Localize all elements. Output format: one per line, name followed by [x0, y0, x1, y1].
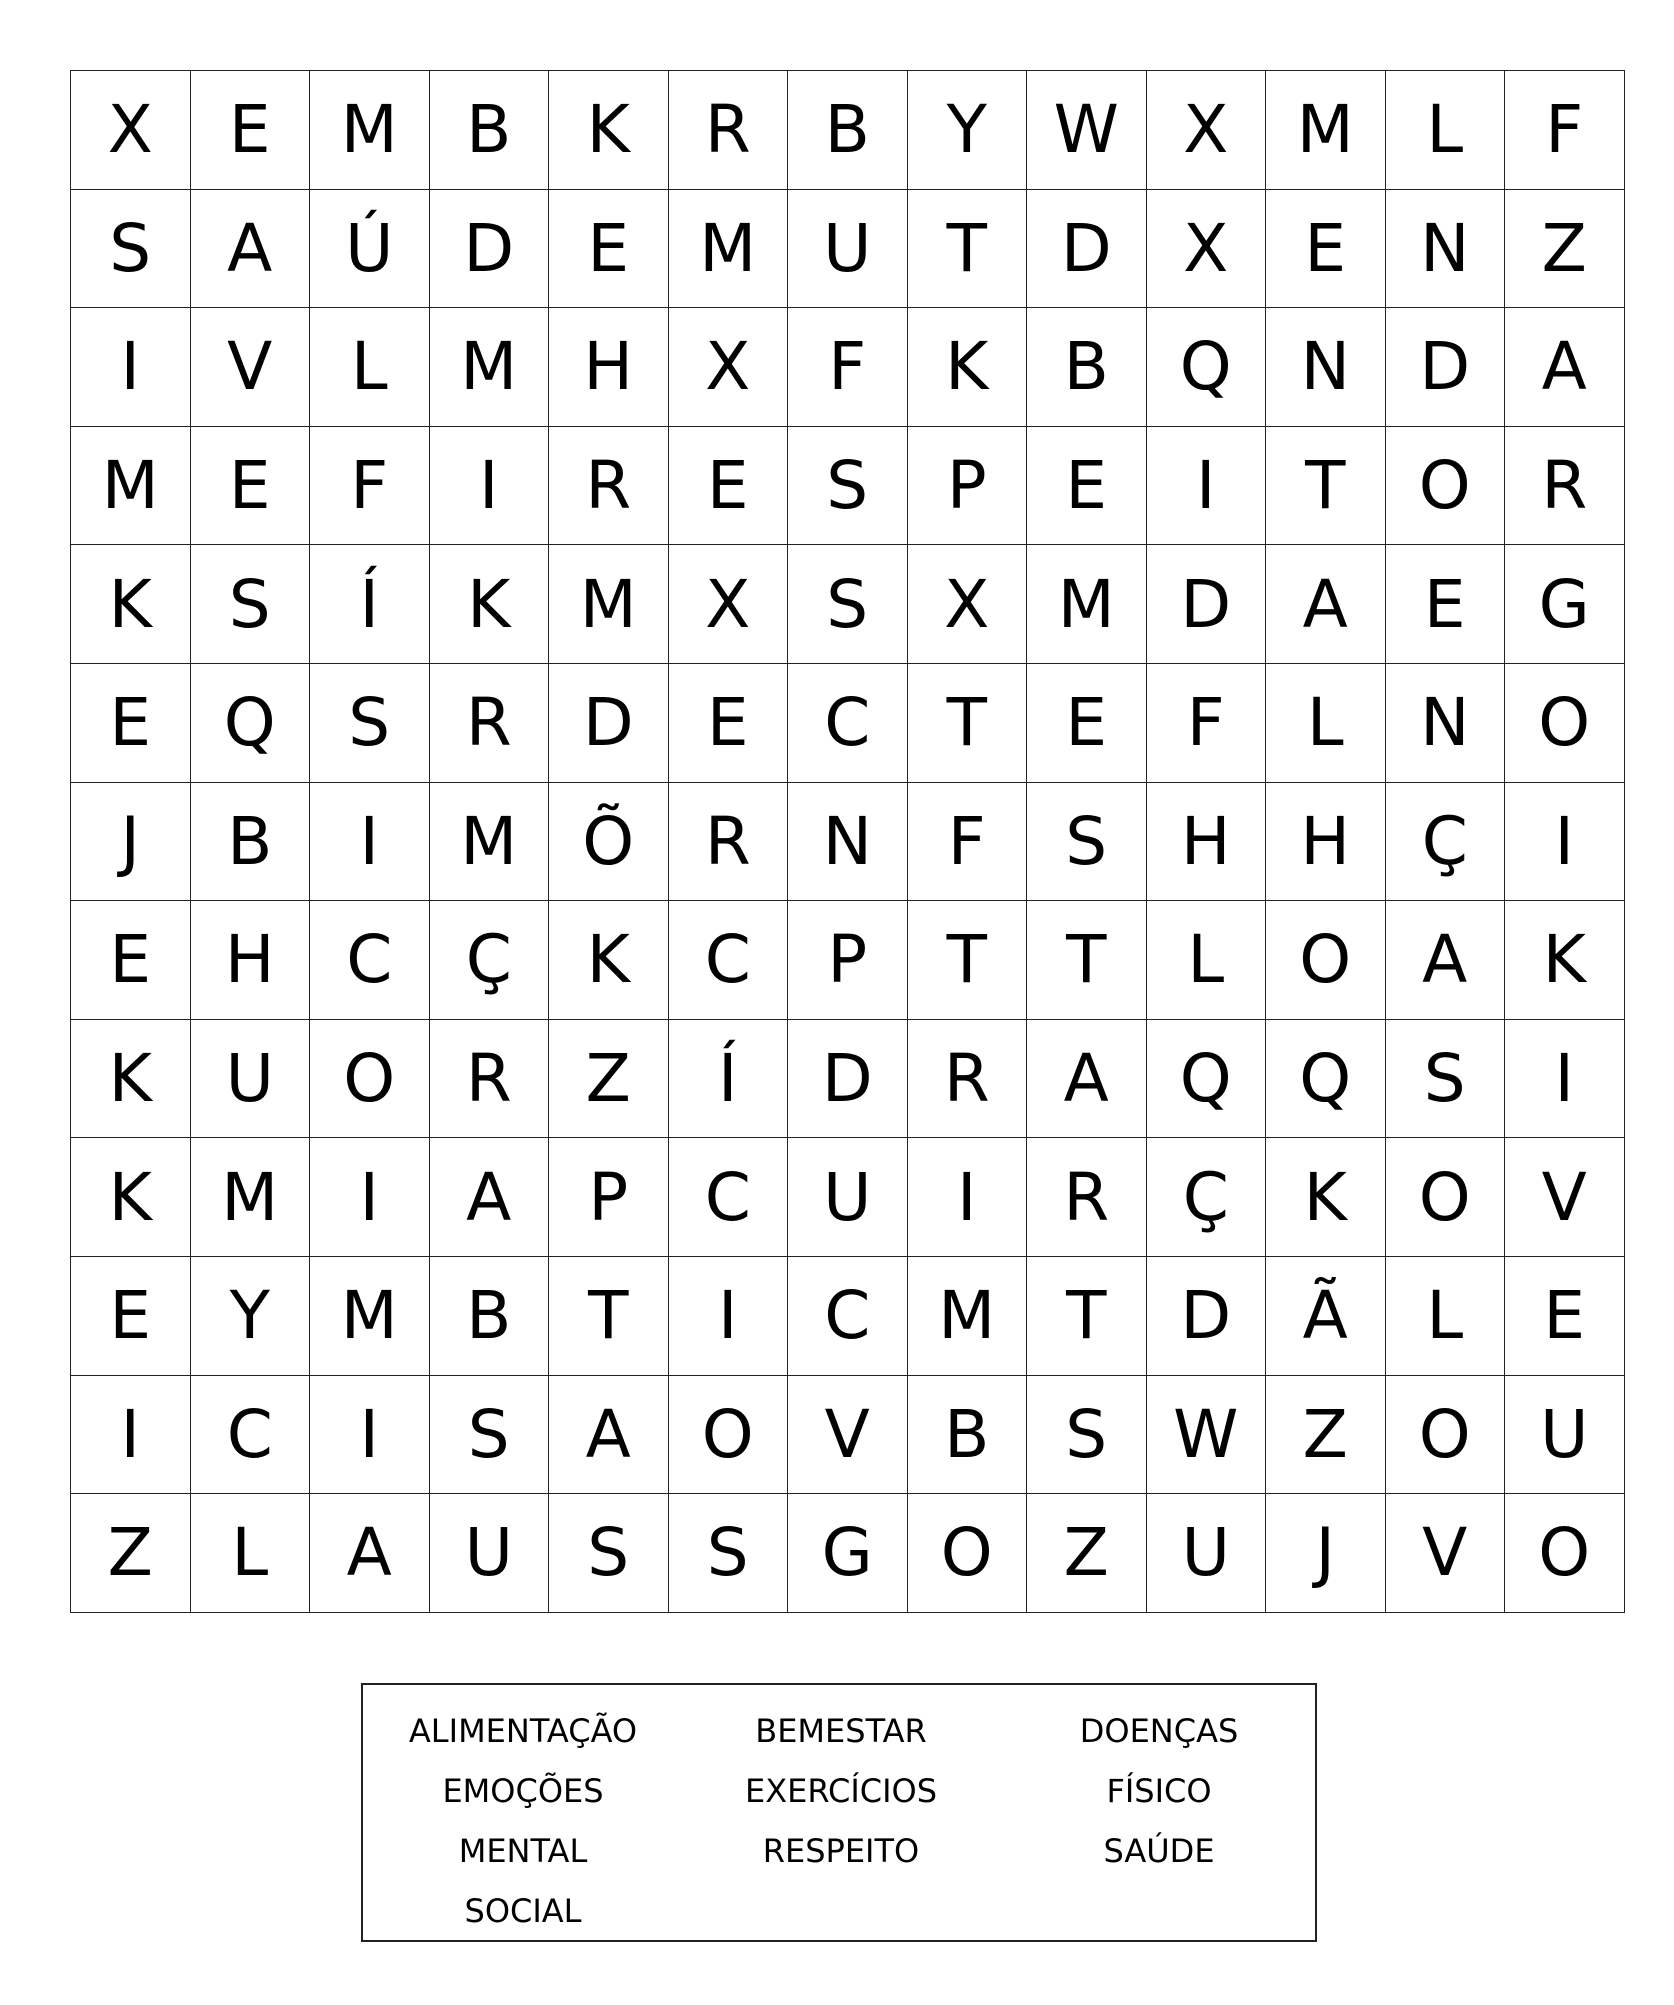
grid-cell[interactable]: L — [310, 308, 430, 427]
grid-cell[interactable]: E — [1266, 189, 1386, 308]
grid-cell[interactable]: K — [71, 1138, 191, 1257]
grid-cell[interactable]: D — [549, 663, 669, 782]
grid-cell[interactable]: X — [1146, 71, 1266, 190]
grid-cell[interactable]: B — [190, 782, 310, 901]
grid-cell[interactable]: I — [71, 308, 191, 427]
grid-row — [71, 901, 1625, 1020]
grid-cell[interactable]: F — [1146, 663, 1266, 782]
grid-cell[interactable]: F — [1505, 71, 1625, 190]
grid-cell[interactable]: I — [310, 1375, 430, 1494]
grid-cell[interactable]: G — [788, 1494, 908, 1613]
grid-cell[interactable]: P — [549, 1138, 669, 1257]
grid-cell[interactable]: I — [310, 1138, 430, 1257]
grid-cell[interactable]: X — [907, 545, 1027, 664]
grid-cell[interactable]: U — [1146, 1494, 1266, 1613]
grid-cell[interactable]: M — [549, 545, 669, 664]
grid-cell[interactable]: D — [1027, 189, 1147, 308]
grid-cell[interactable]: U — [788, 189, 908, 308]
grid-cell[interactable]: U — [190, 1019, 310, 1138]
word-bank-item: RESPEITO — [762, 1832, 920, 1870]
grid-cell[interactable]: N — [1385, 189, 1505, 308]
grid-cell[interactable]: F — [788, 308, 908, 427]
grid-cell[interactable]: K — [1266, 1138, 1386, 1257]
grid-cell[interactable]: N — [1385, 663, 1505, 782]
grid-cell[interactable]: C — [788, 663, 908, 782]
word-bank-item: FÍSICO — [1106, 1772, 1212, 1810]
grid-cell[interactable]: A — [1266, 545, 1386, 664]
grid-cell[interactable]: H — [1146, 782, 1266, 901]
grid-cell[interactable]: X — [668, 308, 788, 427]
grid-cell[interactable]: R — [907, 1019, 1027, 1138]
grid-cell[interactable]: E — [190, 426, 310, 545]
grid-cell[interactable]: E — [1505, 1256, 1625, 1375]
word-bank-column-1 — [363, 1701, 683, 1941]
grid-cell[interactable]: K — [549, 901, 669, 1020]
word-bank-item: EXERCÍCIOS — [744, 1772, 938, 1810]
grid-cell[interactable]: E — [71, 1256, 191, 1375]
grid-cell[interactable]: X — [71, 71, 191, 190]
word-bank-item: EMOÇÕES — [442, 1772, 604, 1810]
grid-cell[interactable]: E — [668, 426, 788, 545]
grid-cell[interactable]: F — [907, 782, 1027, 901]
grid-cell[interactable]: Ã — [1266, 1256, 1386, 1375]
grid-row — [71, 1138, 1625, 1257]
grid-cell[interactable]: D — [1146, 1256, 1266, 1375]
grid-cell[interactable]: C — [190, 1375, 310, 1494]
grid-cell[interactable]: A — [310, 1494, 430, 1613]
grid-cell[interactable]: I — [907, 1138, 1027, 1257]
grid-cell[interactable]: U — [1505, 1375, 1625, 1494]
grid-cell[interactable]: Q — [190, 663, 310, 782]
grid-cell[interactable]: I — [668, 1256, 788, 1375]
grid-cell[interactable]: K — [429, 545, 549, 664]
grid-cell[interactable]: T — [1266, 426, 1386, 545]
grid-cell[interactable]: M — [190, 1138, 310, 1257]
grid-cell[interactable]: D — [1385, 308, 1505, 427]
grid-row — [71, 545, 1625, 664]
grid-cell[interactable]: P — [788, 901, 908, 1020]
grid-cell[interactable]: M — [310, 1256, 430, 1375]
word-bank-item: DOENÇAS — [1079, 1712, 1239, 1750]
grid-cell[interactable]: Z — [1505, 189, 1625, 308]
grid-cell[interactable]: Z — [71, 1494, 191, 1613]
grid-cell[interactable]: I — [429, 426, 549, 545]
grid-cell[interactable]: H — [1266, 782, 1386, 901]
grid-cell[interactable]: M — [1266, 71, 1386, 190]
grid-cell[interactable]: L — [1146, 901, 1266, 1020]
grid-cell[interactable]: U — [429, 1494, 549, 1613]
grid-cell[interactable]: I — [1505, 1019, 1625, 1138]
grid-cell[interactable]: T — [907, 189, 1027, 308]
grid-cell[interactable]: M — [907, 1256, 1027, 1375]
grid-cell[interactable]: V — [788, 1375, 908, 1494]
grid-cell[interactable]: B — [429, 1256, 549, 1375]
grid-cell[interactable]: A — [1027, 1019, 1147, 1138]
grid-cell[interactable]: D — [788, 1019, 908, 1138]
grid-row — [71, 782, 1625, 901]
grid-cell[interactable]: Z — [549, 1019, 669, 1138]
grid-cell[interactable]: B — [429, 71, 549, 190]
grid-cell[interactable]: T — [1027, 1256, 1147, 1375]
grid-cell[interactable]: X — [668, 545, 788, 664]
grid-cell[interactable]: E — [1385, 545, 1505, 664]
grid-cell[interactable]: M — [1027, 545, 1147, 664]
grid-cell[interactable]: J — [1266, 1494, 1386, 1613]
grid-cell[interactable]: F — [310, 426, 430, 545]
grid-cell[interactable]: C — [668, 1138, 788, 1257]
grid-cell[interactable]: T — [907, 663, 1027, 782]
grid-cell[interactable]: W — [1027, 71, 1147, 190]
grid-cell[interactable]: A — [190, 189, 310, 308]
grid-cell[interactable]: S — [1027, 1375, 1147, 1494]
grid-cell[interactable]: O — [310, 1019, 430, 1138]
grid-cell[interactable]: W — [1146, 1375, 1266, 1494]
grid-row — [71, 1375, 1625, 1494]
grid-cell[interactable]: L — [1385, 71, 1505, 190]
grid-cell[interactable]: O — [1266, 901, 1386, 1020]
grid-cell[interactable]: L — [190, 1494, 310, 1613]
grid-cell[interactable]: Ç — [1146, 1138, 1266, 1257]
grid-cell[interactable]: R — [429, 1019, 549, 1138]
grid-cell[interactable]: K — [1505, 901, 1625, 1020]
grid-cell[interactable]: N — [1266, 308, 1386, 427]
grid-row — [71, 426, 1625, 545]
grid-cell[interactable]: V — [1385, 1494, 1505, 1613]
grid-cell[interactable]: M — [668, 189, 788, 308]
grid-cell[interactable]: Q — [1146, 308, 1266, 427]
grid-cell[interactable]: S — [1027, 782, 1147, 901]
grid-row — [71, 1019, 1625, 1138]
grid-cell[interactable]: E — [1027, 426, 1147, 545]
grid-cell[interactable]: D — [429, 189, 549, 308]
word-bank-item: MENTAL — [458, 1832, 588, 1870]
grid-row — [71, 663, 1625, 782]
grid-cell[interactable]: S — [71, 189, 191, 308]
grid-cell[interactable]: R — [668, 71, 788, 190]
grid-cell[interactable]: O — [907, 1494, 1027, 1613]
grid-cell[interactable]: C — [788, 1256, 908, 1375]
grid-cell[interactable]: L — [1266, 663, 1386, 782]
grid-cell[interactable]: U — [788, 1138, 908, 1257]
grid-cell[interactable]: B — [788, 71, 908, 190]
grid-row — [71, 71, 1625, 190]
grid-cell[interactable]: Z — [1266, 1375, 1386, 1494]
grid-cell[interactable]: I — [1146, 426, 1266, 545]
grid-cell[interactable]: R — [668, 782, 788, 901]
grid-row — [71, 1494, 1625, 1613]
grid-cell[interactable]: M — [71, 426, 191, 545]
word-bank-column-3 — [999, 1701, 1319, 1881]
grid-cell[interactable]: R — [429, 663, 549, 782]
grid-cell[interactable]: R — [1505, 426, 1625, 545]
grid-cell[interactable]: S — [668, 1494, 788, 1613]
grid-cell[interactable]: M — [429, 782, 549, 901]
grid-row — [71, 1256, 1625, 1375]
grid-cell[interactable]: Y — [190, 1256, 310, 1375]
grid-cell[interactable]: S — [549, 1494, 669, 1613]
grid-cell[interactable]: K — [907, 308, 1027, 427]
grid-cell[interactable]: L — [1385, 1256, 1505, 1375]
grid-cell[interactable]: E — [549, 189, 669, 308]
grid-cell[interactable]: A — [549, 1375, 669, 1494]
word-bank-item: SOCIAL — [464, 1892, 582, 1930]
grid-cell[interactable]: S — [190, 545, 310, 664]
grid-cell[interactable]: Í — [310, 545, 430, 664]
grid-cell[interactable]: V — [190, 308, 310, 427]
grid-cell[interactable]: Q — [1146, 1019, 1266, 1138]
grid-cell[interactable]: G — [1505, 545, 1625, 664]
grid-cell[interactable]: E — [1027, 663, 1147, 782]
grid-row — [71, 308, 1625, 427]
grid-cell[interactable]: R — [549, 426, 669, 545]
word-search-grid — [70, 70, 1625, 1613]
grid-cell[interactable]: O — [668, 1375, 788, 1494]
grid-cell[interactable]: I — [310, 782, 430, 901]
grid-cell[interactable]: Ç — [1385, 782, 1505, 901]
grid-cell[interactable]: Í — [668, 1019, 788, 1138]
word-bank-item: ALIMENTAÇÃO — [408, 1712, 638, 1750]
grid-row — [71, 189, 1625, 308]
grid-cell[interactable]: M — [429, 308, 549, 427]
grid-cell[interactable]: S — [788, 426, 908, 545]
word-bank — [361, 1683, 1317, 1942]
grid-cell[interactable]: Q — [1266, 1019, 1386, 1138]
grid-cell[interactable]: Z — [1027, 1494, 1147, 1613]
grid-cell[interactable]: I — [71, 1375, 191, 1494]
grid-cell[interactable]: J — [71, 782, 191, 901]
grid-cell[interactable]: R — [1027, 1138, 1147, 1257]
grid-cell[interactable]: O — [1385, 1138, 1505, 1257]
word-bank-item: BEMESTAR — [755, 1712, 927, 1750]
grid-cell[interactable]: T — [1027, 901, 1147, 1020]
grid-cell[interactable]: A — [1385, 901, 1505, 1020]
grid-cell[interactable]: O — [1385, 1375, 1505, 1494]
word-bank-item: SAÚDE — [1103, 1832, 1215, 1870]
grid-cell[interactable]: S — [310, 663, 430, 782]
grid-cell[interactable]: Y — [907, 71, 1027, 190]
grid-cell[interactable]: P — [907, 426, 1027, 545]
grid-cell[interactable]: S — [1385, 1019, 1505, 1138]
grid-cell[interactable]: V — [1505, 1138, 1625, 1257]
grid-cell[interactable]: B — [907, 1375, 1027, 1494]
grid-cell[interactable]: Õ — [549, 782, 669, 901]
grid-cell[interactable]: O — [1385, 426, 1505, 545]
grid-cell[interactable]: X — [1146, 189, 1266, 308]
grid-cell[interactable]: T — [907, 901, 1027, 1020]
grid-cell[interactable]: C — [310, 901, 430, 1020]
grid-cell[interactable]: E — [71, 663, 191, 782]
grid-cell[interactable]: S — [429, 1375, 549, 1494]
grid-cell[interactable]: K — [71, 1019, 191, 1138]
grid-cell[interactable]: E — [71, 901, 191, 1020]
grid-cell[interactable]: M — [310, 71, 430, 190]
grid-cell[interactable]: D — [1146, 545, 1266, 664]
grid-cell[interactable]: C — [668, 901, 788, 1020]
grid-cell[interactable]: H — [549, 308, 669, 427]
grid-cell[interactable]: Ú — [310, 189, 430, 308]
grid-cell[interactable]: H — [190, 901, 310, 1020]
grid-cell[interactable]: B — [1027, 308, 1147, 427]
grid-cell[interactable]: K — [549, 71, 669, 190]
grid-cell[interactable]: I — [1505, 782, 1625, 901]
grid-cell[interactable]: A — [1505, 308, 1625, 427]
grid-cell[interactable]: S — [788, 545, 908, 664]
grid-cell[interactable]: E — [190, 71, 310, 190]
grid-cell[interactable]: O — [1505, 663, 1625, 782]
word-bank-column-2 — [681, 1701, 1001, 1881]
grid-cell[interactable]: A — [429, 1138, 549, 1257]
grid-cell[interactable]: N — [788, 782, 908, 901]
grid-cell[interactable]: K — [71, 545, 191, 664]
grid-cell[interactable]: O — [1505, 1494, 1625, 1613]
grid-cell[interactable]: T — [549, 1256, 669, 1375]
grid-cell[interactable]: Ç — [429, 901, 549, 1020]
grid-cell[interactable]: E — [668, 663, 788, 782]
